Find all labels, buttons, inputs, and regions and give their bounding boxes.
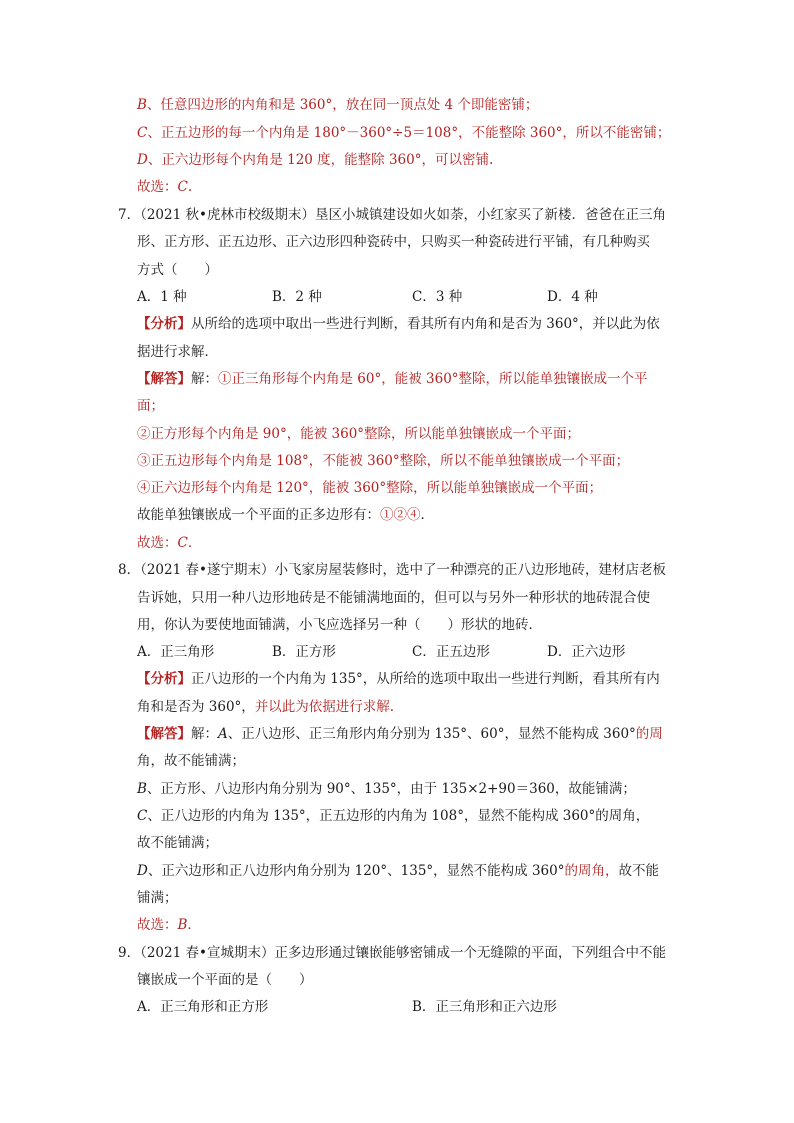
q6-option-d-explanation: D、正六边形每个内角是 120 度，能整除 360°，可以密铺. bbox=[137, 152, 494, 168]
q6-option-b-explanation: B、任意四边形的内角和是 360°，放在同一顶点处 4 个即能密铺； bbox=[137, 97, 539, 113]
q8-analysis-line1: 【分析】正八边形的一个内角为 135°，从所给的选项中取出一些进行判断，看其所有内 bbox=[137, 671, 660, 687]
q7-stem-line2: 形、正方形、正五边形、正六边形四种瓷砖中，只购买一种瓷砖进行平铺，有几种购买 bbox=[137, 234, 650, 250]
q7-solution-line1: 【解答】解：①正三角形每个内角是 60°，能被 360°整除，所以能单独镶嵌成一个平 bbox=[137, 371, 648, 387]
q8-stem-line2: 告诉她，只用一种八边形地砖是不能铺满地面的，但可以与另外一种形状的地砖混合使 bbox=[137, 590, 650, 606]
q7-option-c: C．3 种 bbox=[412, 289, 463, 305]
q7-option-b: B．2 种 bbox=[272, 289, 322, 305]
q7-stem-line3: 方式（ ） bbox=[137, 262, 218, 278]
q8-option-b: B．正方形 bbox=[272, 644, 336, 660]
q8-option-d: D．正六边形 bbox=[547, 644, 626, 660]
q7-analysis-line1: 【分析】从所给的选项中取出一些进行判断，看其所有内角和是否为 360°，并以此为依 bbox=[137, 316, 660, 332]
q9-option-b: B．正三角形和正六边形 bbox=[412, 999, 557, 1015]
q8-solution-d-line2: 铺满； bbox=[137, 890, 178, 906]
q8-analysis-line2: 角和是否为 360°，并以此为依据进行求解. bbox=[137, 699, 395, 715]
q7-option-a: A．1 种 bbox=[137, 289, 187, 305]
q6-option-c-explanation: C、正五边形的每一个内角是 180°－360°÷5＝108°，不能整除 360°，所以不能密铺； bbox=[137, 125, 671, 141]
q7-option-d: D．4 种 bbox=[547, 289, 598, 305]
q7-solution-item2: ②正方形每个内角是 90°，能被 360°整除，所以能单独镶嵌成一个平面； bbox=[137, 426, 581, 442]
q8-solution-a-line2: 角，故不能铺满； bbox=[137, 753, 245, 769]
q8-option-a: A．正三角形 bbox=[137, 644, 215, 660]
q7-conclusion: 故能单独镶嵌成一个平面的正多边形有：①②④． bbox=[137, 507, 434, 523]
q8-stem-line3: 用，你认为要使地面铺满，小飞应选择另一种（ ）形状的地砖． bbox=[137, 617, 542, 633]
q8-option-c: C．正五边形 bbox=[412, 644, 490, 660]
q8-stem-line1: 8．（2021 春•遂宁期末）小飞家房屋装修时，选中了一种漂亮的正八边形地砖，建材店老板 bbox=[118, 562, 666, 578]
q7-stem-line1: 7．（2021 秋•虎林市校级期末）垦区小城镇建设如火如荼，小红家买了新楼．爸爸在正三角 bbox=[118, 207, 666, 223]
q8-solution-a-line1: 【解答】解：A、正八边形、正三角形内角分别为 135°、60°，显然不能构成 360°的周 bbox=[137, 726, 663, 742]
q9-stem-line1: 9．（2021 春•宣城期末）正多边形通过镶嵌能够密铺成一个无缝隙的平面，下列组合中不能 bbox=[118, 945, 666, 961]
q9-stem-line2: 镶嵌成一个平面的是（ ） bbox=[137, 972, 313, 988]
q7-solution-item3: ③正五边形每个内角是 108°，不能被 360°整除，所以不能单独镶嵌成一个平面； bbox=[137, 453, 630, 469]
q7-solution-item4: ④正六边形每个内角是 120°，能被 360°整除，所以能单独镶嵌成一个平面； bbox=[137, 480, 603, 496]
q6-choice: 故选：C. bbox=[137, 179, 193, 195]
q8-solution-c-line1: C、正八边形的内角为 135°，正五边形的内角为 108°，显然不能构成 360°的周角， bbox=[137, 808, 650, 824]
q7-choice: 故选：C． bbox=[137, 535, 202, 551]
q7-analysis-line2: 据进行求解． bbox=[137, 344, 218, 360]
q7-solution-line2: 面； bbox=[137, 398, 164, 414]
q8-solution-d-line1: D、正六边形和正八边形内角分别为 120°、135°，显然不能构成 360°的周角，故不能 bbox=[137, 863, 659, 879]
q9-option-a: A．正三角形和正方形 bbox=[137, 999, 269, 1015]
q8-choice: 故选：B． bbox=[137, 917, 201, 933]
q8-solution-c-line2: 故不能铺满； bbox=[137, 835, 218, 851]
q8-solution-b: B、正方形、八边形内角分别为 90°、135°，由于 135×2+90＝360，故能铺满； bbox=[137, 781, 636, 797]
